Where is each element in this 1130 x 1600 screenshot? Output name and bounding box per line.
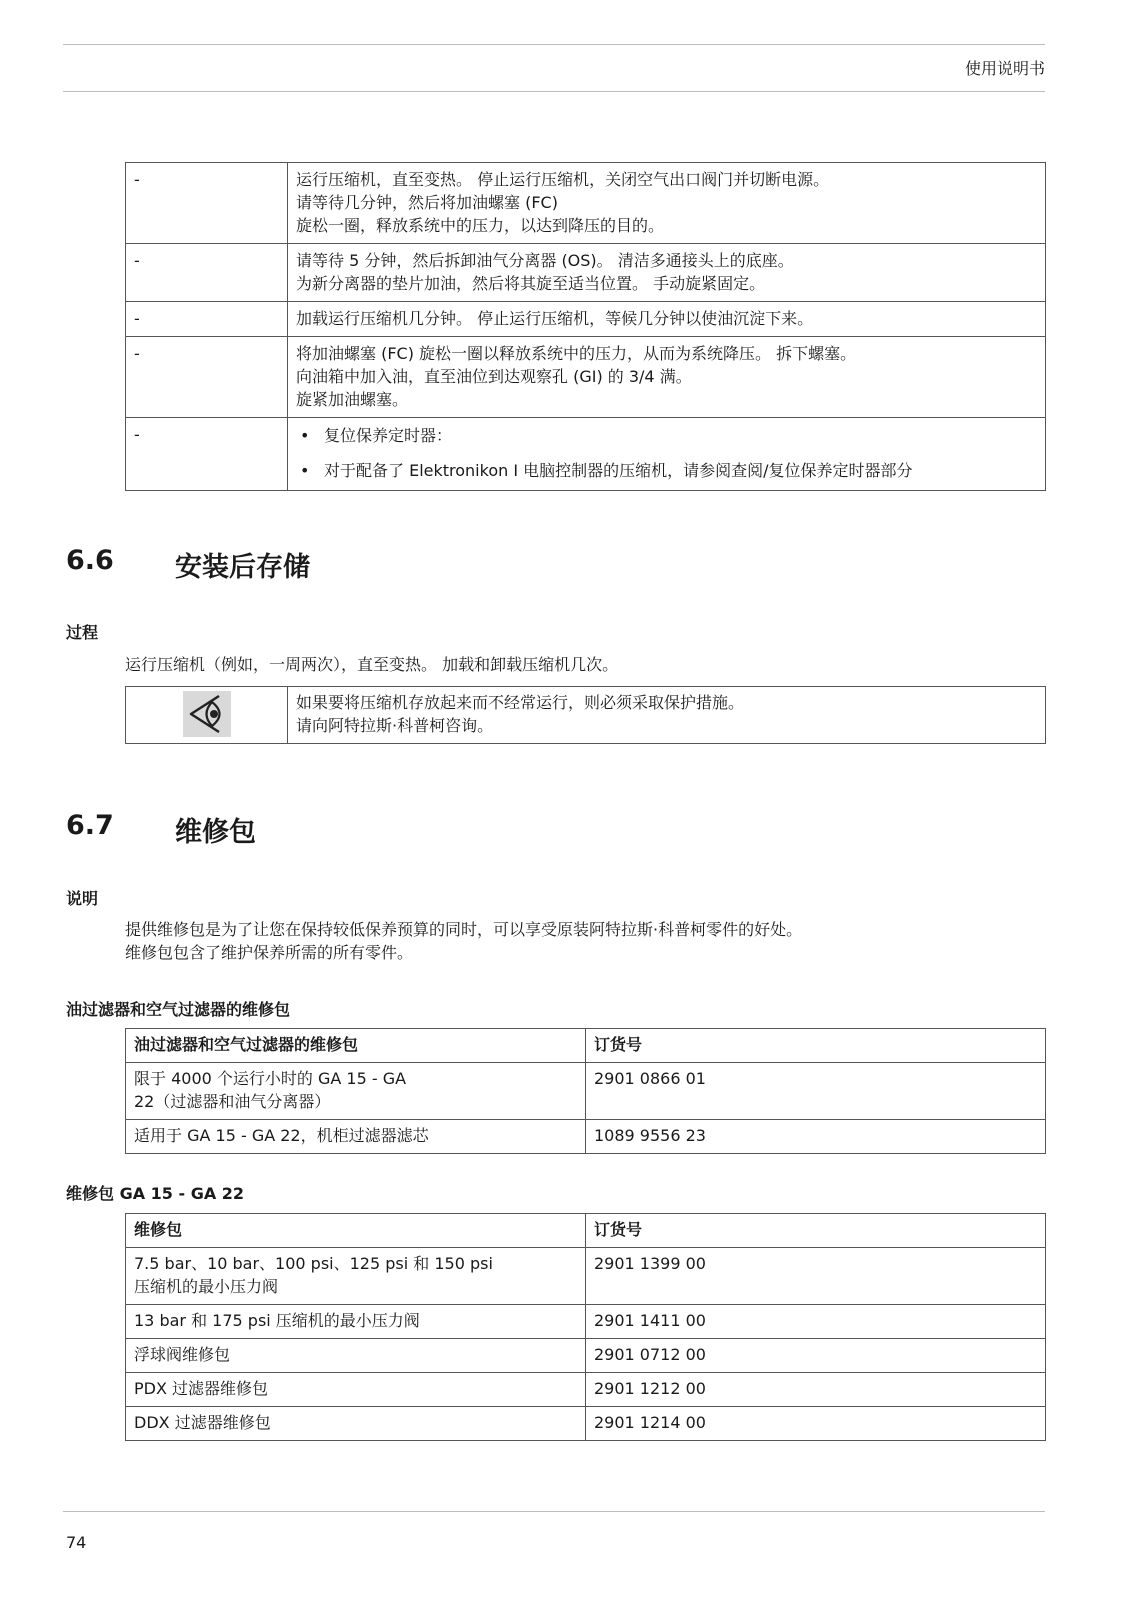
bullet-text: 对于配备了 Elektronikon I 电脑控制器的压缩机，请参阅查阅/复位保养定时器部分 <box>324 461 913 480</box>
kit-description-line: 限于 4000 个运行小时的 GA 15 - GA <box>134 1069 407 1088</box>
step-marker: - <box>126 302 288 337</box>
table-row <box>126 163 1046 244</box>
paragraph-line: 维修包包含了维护保养所需的所有零件。 <box>125 943 414 962</box>
table-row <box>126 418 1046 491</box>
kit-description-line: 压缩机的最小压力阀 <box>134 1277 279 1296</box>
step-text <box>288 337 1046 418</box>
kit-description-line: 7.5 bar、10 bar、100 psi、125 psi 和 150 psi <box>134 1254 493 1273</box>
header-bottom-rule <box>63 91 1045 92</box>
section-title: 维修包 <box>175 817 256 848</box>
column-header: 维修包 <box>126 1214 586 1248</box>
step-line: 向油箱中加入油，直至油位到达观察孔 (GI) 的 3/4 满。 <box>296 367 692 386</box>
bullet-item <box>296 423 1037 455</box>
paragraph: 运行压缩机（例如，一周两次），直至变热。 加载和卸载压缩机几次。 <box>125 655 619 674</box>
paragraph-line: 提供维修包是为了让您在保持较低保养预算的同时，可以享受原装阿特拉斯·科普柯零件的好处。 <box>125 920 803 939</box>
column-header: 订货号 <box>586 1214 1046 1248</box>
note-icon-cell <box>126 687 288 744</box>
note-line: 请向阿特拉斯·科普柯咨询。 <box>296 716 494 735</box>
step-line: 为新分离器的垫片加油，然后将其旋至适当位置。 手动旋紧固定。 <box>296 274 766 293</box>
bullet-icon: • <box>300 461 310 480</box>
step-marker: - <box>126 418 288 491</box>
kit-description: PDX 过滤器维修包 <box>126 1373 586 1407</box>
service-kits-table <box>125 1213 1046 1441</box>
bullet-text: 复位保养定时器： <box>324 426 453 445</box>
kit-description-line: 适用于 GA 15 - GA 22，机柜过滤器滤芯 <box>134 1126 429 1145</box>
table-row <box>126 1063 1046 1120</box>
table-row <box>126 244 1046 302</box>
step-line: 旋紧加油螺塞。 <box>296 390 409 409</box>
page-number: 74 <box>66 1533 87 1552</box>
header-top-rule <box>63 44 1045 45</box>
order-number: 1089 9556 23 <box>586 1120 1046 1154</box>
step-text <box>288 302 1046 337</box>
order-number: 2901 1411 00 <box>586 1305 1046 1339</box>
table-row <box>126 1305 1046 1339</box>
table-row <box>126 1248 1046 1305</box>
order-number: 2901 1214 00 <box>586 1407 1046 1441</box>
step-line: 请等待几分钟，然后将加油螺塞 (FC) <box>296 193 558 212</box>
kit-description-line: 22（过滤器和油气分离器） <box>134 1092 331 1111</box>
kit-description <box>126 1248 586 1305</box>
section-number: 6.6 <box>66 545 114 576</box>
subheading: 油过滤器和空气过滤器的维修包 <box>66 1000 291 1019</box>
column-header: 油过滤器和空气过滤器的维修包 <box>126 1029 586 1063</box>
document-title: 使用说明书 <box>964 59 1045 78</box>
subheading: 过程 <box>66 623 99 642</box>
table-row <box>126 337 1046 418</box>
order-number: 2901 0712 00 <box>586 1339 1046 1373</box>
step-line: 加载运行压缩机几分钟。 停止运行压缩机，等候几分钟以使油沉淀下来。 <box>296 309 814 328</box>
section-number: 6.7 <box>66 810 114 841</box>
table-row <box>126 1120 1046 1154</box>
paragraph <box>125 918 802 964</box>
kit-description <box>126 1120 586 1154</box>
note-text <box>288 687 1046 744</box>
step-marker: - <box>126 244 288 302</box>
table-header-row <box>126 1029 1046 1063</box>
table-row <box>126 1373 1046 1407</box>
step-line: 旋松一圈，释放系统中的压力，以达到降压的目的。 <box>296 216 665 235</box>
step-line: 将加油螺塞 (FC) 旋松一圈以释放系统中的压力，从而为系统降压。 拆下螺塞。 <box>296 344 857 363</box>
step-line: 请等待 5 分钟，然后拆卸油气分离器 (OS)。 清洁多通接头上的底座。 <box>296 251 794 270</box>
step-text <box>288 244 1046 302</box>
order-number: 2901 1399 00 <box>586 1248 1046 1305</box>
note-line: 如果要将压缩机存放起来而不经常运行，则必须采取保护措施。 <box>296 693 745 712</box>
order-number: 2901 1212 00 <box>586 1373 1046 1407</box>
note-table <box>125 686 1046 744</box>
kit-description: 浮球阀维修包 <box>126 1339 586 1373</box>
kit-description: 13 bar 和 175 psi 压缩机的最小压力阀 <box>126 1305 586 1339</box>
step-text <box>288 163 1046 244</box>
kit-description: DDX 过滤器维修包 <box>126 1407 586 1441</box>
procedure-steps-table <box>125 162 1046 491</box>
eye-icon <box>183 691 231 737</box>
bullet-icon: • <box>300 426 310 445</box>
subheading: 说明 <box>66 889 99 908</box>
step-marker: - <box>126 337 288 418</box>
step-marker: - <box>126 163 288 244</box>
footer-rule <box>63 1511 1045 1512</box>
step-text <box>288 418 1046 491</box>
kit-description <box>126 1063 586 1120</box>
step-line: 运行压缩机，直至变热。 停止运行压缩机，关闭空气出口阀门并切断电源。 <box>296 170 830 189</box>
table-row <box>126 1339 1046 1373</box>
table-row <box>126 302 1046 337</box>
order-number: 2901 0866 01 <box>586 1063 1046 1120</box>
bullet-item <box>296 455 1037 484</box>
column-header: 订货号 <box>586 1029 1046 1063</box>
section-title: 安装后存储 <box>175 552 310 583</box>
table-row <box>126 1407 1046 1441</box>
table-row <box>126 687 1046 744</box>
filter-kits-table <box>125 1028 1046 1154</box>
table-header-row <box>126 1214 1046 1248</box>
subheading: 维修包 GA 15 - GA 22 <box>66 1184 245 1203</box>
